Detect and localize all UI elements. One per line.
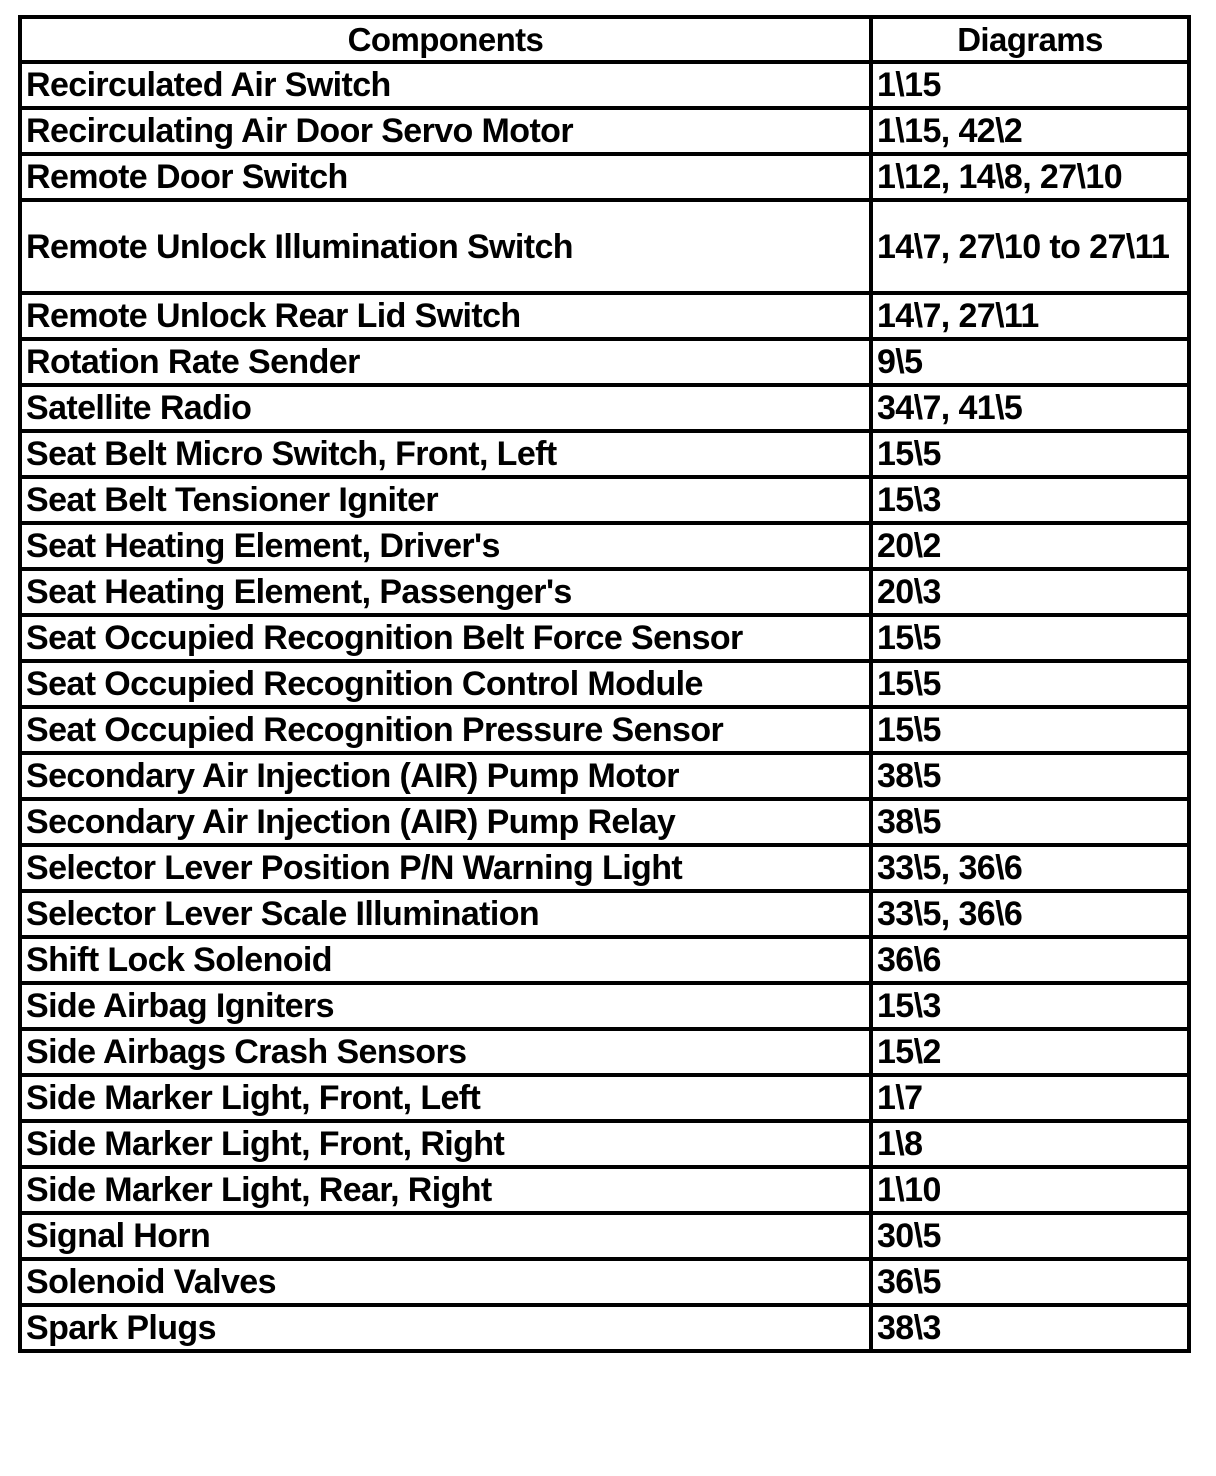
component-cell: Seat Heating Element, Passenger's	[20, 569, 871, 615]
component-cell: Seat Occupied Recognition Belt Force Sensor	[20, 615, 871, 661]
component-cell: Spark Plugs	[20, 1305, 871, 1351]
component-cell: Seat Belt Micro Switch, Front, Left	[20, 431, 871, 477]
table-header-row	[20, 17, 1189, 62]
component-cell: Remote Unlock Illumination Switch	[20, 200, 871, 293]
component-cell: Seat Occupied Recognition Control Module	[20, 661, 871, 707]
table-row	[20, 1075, 1189, 1121]
table-row	[20, 1029, 1189, 1075]
table-row	[20, 615, 1189, 661]
table-row	[20, 200, 1189, 293]
table-row	[20, 1121, 1189, 1167]
diagrams-cell: 33\5, 36\6	[871, 891, 1189, 937]
component-cell: Selector Lever Scale Illumination	[20, 891, 871, 937]
diagrams-cell: 1\15	[871, 62, 1189, 108]
table-row	[20, 1305, 1189, 1351]
diagrams-cell: 20\3	[871, 569, 1189, 615]
table-row	[20, 293, 1189, 339]
table-row	[20, 154, 1189, 200]
table-row	[20, 385, 1189, 431]
diagrams-cell: 1\15, 42\2	[871, 108, 1189, 154]
table-row	[20, 1259, 1189, 1305]
diagrams-cell: 36\5	[871, 1259, 1189, 1305]
diagrams-cell: 20\2	[871, 523, 1189, 569]
diagrams-cell: 1\10	[871, 1167, 1189, 1213]
table-row	[20, 891, 1189, 937]
component-cell: Remote Door Switch	[20, 154, 871, 200]
component-cell: Side Marker Light, Front, Left	[20, 1075, 871, 1121]
component-cell: Recirculating Air Door Servo Motor	[20, 108, 871, 154]
table-row	[20, 477, 1189, 523]
table-row	[20, 937, 1189, 983]
component-cell: Rotation Rate Sender	[20, 339, 871, 385]
table-row	[20, 983, 1189, 1029]
component-cell: Satellite Radio	[20, 385, 871, 431]
component-cell: Side Airbags Crash Sensors	[20, 1029, 871, 1075]
diagrams-cell: 1\8	[871, 1121, 1189, 1167]
diagrams-cell: 15\5	[871, 615, 1189, 661]
table-row	[20, 431, 1189, 477]
table-row	[20, 661, 1189, 707]
table-row	[20, 707, 1189, 753]
diagrams-cell: 15\2	[871, 1029, 1189, 1075]
table-row	[20, 339, 1189, 385]
component-cell: Secondary Air Injection (AIR) Pump Motor	[20, 753, 871, 799]
diagrams-cell: 36\6	[871, 937, 1189, 983]
components-table-container	[18, 15, 1187, 1353]
diagrams-cell: 14\7, 27\10 to 27\11	[871, 200, 1189, 293]
diagrams-cell: 15\5	[871, 431, 1189, 477]
component-cell: Side Marker Light, Front, Right	[20, 1121, 871, 1167]
diagrams-cell: 33\5, 36\6	[871, 845, 1189, 891]
component-cell: Remote Unlock Rear Lid Switch	[20, 293, 871, 339]
diagrams-cell: 15\5	[871, 707, 1189, 753]
table-row	[20, 799, 1189, 845]
component-cell: Selector Lever Position P/N Warning Light	[20, 845, 871, 891]
diagrams-cell: 15\3	[871, 477, 1189, 523]
table-row	[20, 62, 1189, 108]
component-cell: Seat Heating Element, Driver's	[20, 523, 871, 569]
diagrams-cell: 34\7, 41\5	[871, 385, 1189, 431]
diagrams-column-header: Diagrams	[871, 17, 1189, 62]
table-row	[20, 1167, 1189, 1213]
component-cell: Solenoid Valves	[20, 1259, 871, 1305]
table-row	[20, 1213, 1189, 1259]
diagrams-cell: 9\5	[871, 339, 1189, 385]
table-row	[20, 108, 1189, 154]
component-cell: Secondary Air Injection (AIR) Pump Relay	[20, 799, 871, 845]
table-row	[20, 845, 1189, 891]
diagrams-cell: 1\7	[871, 1075, 1189, 1121]
diagrams-cell: 38\3	[871, 1305, 1189, 1351]
table-row	[20, 753, 1189, 799]
component-cell: Seat Belt Tensioner Igniter	[20, 477, 871, 523]
diagrams-cell: 38\5	[871, 753, 1189, 799]
table-row	[20, 523, 1189, 569]
component-cell: Shift Lock Solenoid	[20, 937, 871, 983]
components-diagrams-table	[18, 15, 1191, 1353]
component-cell: Side Marker Light, Rear, Right	[20, 1167, 871, 1213]
diagrams-cell: 38\5	[871, 799, 1189, 845]
diagrams-cell: 30\5	[871, 1213, 1189, 1259]
diagrams-cell: 1\12, 14\8, 27\10	[871, 154, 1189, 200]
component-cell: Side Airbag Igniters	[20, 983, 871, 1029]
diagrams-cell: 14\7, 27\11	[871, 293, 1189, 339]
component-cell: Seat Occupied Recognition Pressure Sensor	[20, 707, 871, 753]
component-cell: Recirculated Air Switch	[20, 62, 871, 108]
diagrams-cell: 15\3	[871, 983, 1189, 1029]
components-column-header: Components	[20, 17, 871, 62]
diagrams-cell: 15\5	[871, 661, 1189, 707]
table-row	[20, 569, 1189, 615]
component-cell: Signal Horn	[20, 1213, 871, 1259]
